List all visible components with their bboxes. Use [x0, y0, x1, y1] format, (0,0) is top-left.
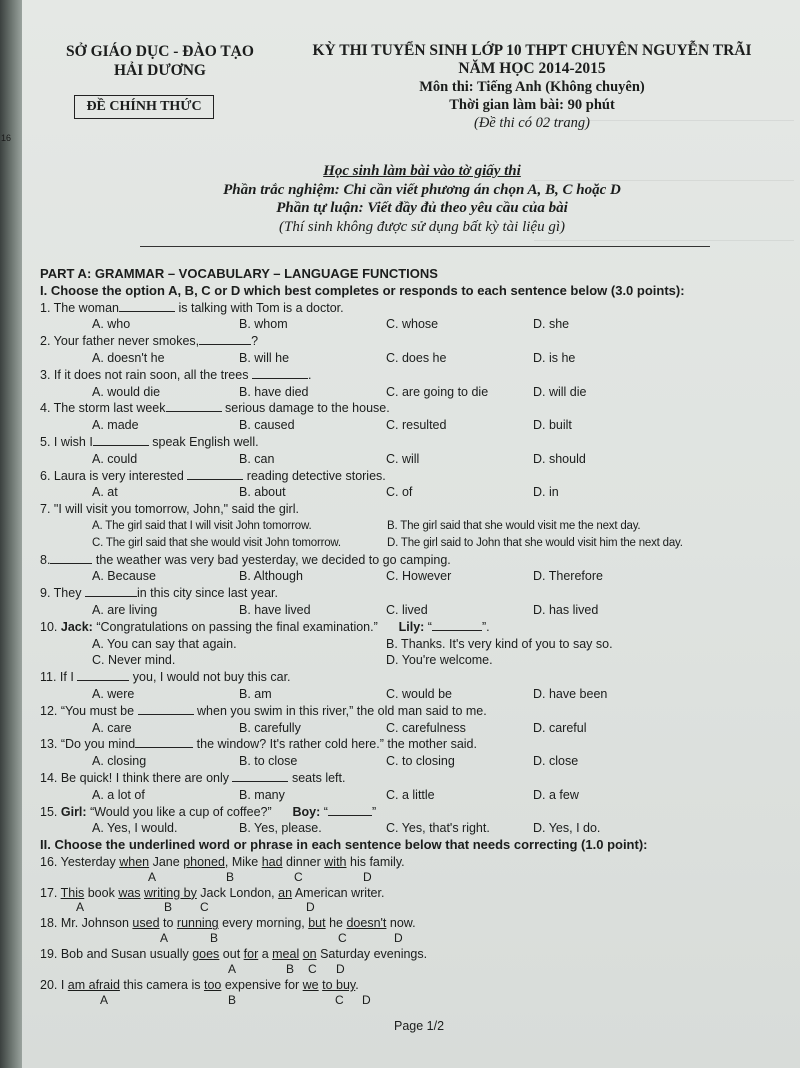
letter-a: A: [160, 931, 169, 946]
sentence-text: .: [355, 978, 359, 993]
option-a: A. closing: [92, 754, 147, 769]
question-2: [40, 333, 790, 350]
department-name: SỞ GIÁO DỤC - ĐÀO TẠO: [66, 43, 254, 60]
speaker-label: Lily:: [398, 619, 425, 634]
option-d: D. built: [533, 418, 572, 433]
option-a: A. are living: [92, 602, 158, 617]
sentence-text: , Mike: [224, 854, 262, 869]
instruction-multiple-choice: Phần trắc nghiệm: Chỉ cần viết phương án chọn A, B, C hoặc D: [223, 181, 621, 198]
option-b: B. many: [239, 787, 285, 802]
sentence-text: 17.: [40, 885, 61, 900]
letter-a: A: [148, 869, 157, 884]
sentence-text: Jack London,: [196, 885, 279, 900]
option-a: A. a lot of: [92, 787, 145, 802]
province-name: HẢI DƯƠNG: [114, 62, 206, 79]
question-16-letters: [40, 871, 790, 885]
answer-blank: [166, 400, 222, 412]
option-b: B. can: [239, 451, 275, 466]
option-a: A. were: [92, 686, 135, 701]
underlined-a: used: [132, 916, 160, 931]
option-a: A. Because: [92, 569, 156, 584]
exam-title: KỲ THI TUYỂN SINH LỚP 10 THPT CHUYÊN NGUYỄN TRÃI: [312, 42, 752, 59]
question-text: 2. Your father never smokes,: [40, 334, 200, 349]
question-text: in this city since last year.: [136, 586, 278, 601]
question-12: [40, 703, 790, 720]
header-divider: [140, 246, 710, 247]
question-text: 11. If I: [40, 670, 74, 685]
question-1-options: [40, 316, 790, 333]
section-1-title: I. Choose the option A, B, C or D which best completes or responds to each sentence below (3.0 points):: [40, 282, 685, 298]
letter-a: A: [76, 900, 85, 915]
option-c: C. lived: [386, 602, 428, 617]
option-d: D. Yes, I do.: [533, 821, 601, 836]
question-text: 13. “Do you mind: [40, 737, 136, 752]
question-text: 12. “You must be: [40, 703, 135, 718]
question-20: [40, 977, 790, 994]
question-6: [40, 468, 790, 485]
answer-blank: [77, 669, 129, 681]
question-3-options: [40, 384, 790, 401]
speaker-label: Girl:: [60, 804, 87, 819]
answer-blank: [432, 619, 482, 631]
option-d: D. in: [533, 485, 559, 500]
question-3: [40, 367, 790, 384]
question-text: the window? It's rather cold here.” the mother said.: [196, 737, 477, 752]
option-b: B. carefully: [239, 720, 301, 735]
exam-page: [22, 0, 800, 1068]
option-b: B. about: [239, 485, 286, 500]
letter-b: B: [164, 900, 173, 915]
letter-d: D: [336, 962, 345, 977]
question-text: speak English well.: [152, 434, 259, 449]
answer-blank: [187, 468, 243, 480]
option-d: D. You're welcome.: [386, 653, 493, 668]
option-b: B. caused: [239, 418, 295, 433]
question-9-options: [40, 602, 790, 619]
option-c: C. resulted: [386, 418, 447, 433]
question-text: the weather was very bad yesterday, we decided to go camping.: [95, 552, 451, 567]
letter-c: C: [294, 869, 303, 884]
option-d: D. careful: [533, 720, 587, 735]
sentence-text: a: [258, 947, 273, 962]
question-text: 14. Be quick! I think there are only: [40, 770, 229, 785]
sentence-text: 19. Bob and Susan usually: [40, 947, 193, 962]
option-a: A. The girl said that I will visit John tomorrow.: [92, 519, 312, 532]
question-text: “Would you like a cup of coffee?”: [90, 804, 272, 819]
question-text: serious damage to the house.: [225, 401, 390, 416]
answer-blank: [252, 367, 308, 379]
question-11-options: [40, 686, 790, 703]
speaker-label: Jack:: [60, 619, 93, 634]
question-17-letters: [40, 901, 790, 915]
option-d: D. a few: [533, 787, 579, 802]
question-20-letters: [40, 994, 790, 1008]
underlined-a: This: [60, 885, 85, 900]
question-text: seats left.: [291, 770, 346, 785]
option-d: D. has lived: [533, 602, 599, 617]
option-c: C. Yes, that's right.: [386, 821, 490, 836]
question-8-options: [40, 568, 790, 585]
sentence-text: American writer.: [292, 885, 385, 900]
option-a: A. care: [92, 720, 132, 735]
answer-blank: [135, 736, 193, 748]
question-1: [40, 300, 790, 317]
question-2-options: [40, 350, 790, 367]
option-c: C. to closing: [386, 754, 455, 769]
option-d: D. close: [533, 754, 579, 769]
question-7: 7. "I will visit you tomorrow, John," said the girl.: [40, 502, 299, 517]
option-c: C. However: [386, 569, 452, 584]
question-11: [40, 669, 790, 686]
sentence-text: now.: [386, 916, 416, 931]
underlined-d: doesn't: [346, 916, 387, 931]
section-2-title: II. Choose the underlined word or phrase in each sentence below that needs correcting (1.0 point):: [40, 837, 648, 853]
option-c: C. are going to die: [386, 384, 489, 399]
department-header: [50, 42, 270, 80]
instruction-writing: Phần tự luận: Viết đầy đủ theo yêu cầu của bài: [276, 200, 568, 216]
option-c: C. a little: [386, 787, 435, 802]
underlined-d: to buy: [322, 978, 356, 993]
question-12-options: [40, 720, 790, 737]
option-d: D. should: [533, 451, 586, 466]
sentence-text: he: [325, 916, 347, 931]
quote-mark: ”: [371, 804, 377, 819]
sentence-text: Saturday evenings.: [316, 947, 428, 962]
underlined-c: meal: [272, 947, 300, 962]
option-b: B. have lived: [239, 602, 311, 617]
underlined-c: but: [308, 916, 326, 931]
question-14: [40, 770, 790, 787]
question-9: [40, 585, 790, 602]
question-text: 3. If it does not rain soon, all the trees: [40, 367, 249, 382]
letter-c: C: [308, 962, 317, 977]
question-15: [40, 804, 790, 821]
question-5: [40, 434, 790, 451]
option-b: B. am: [239, 686, 272, 701]
underlined-a: goes: [192, 947, 220, 962]
option-c: C. would be: [386, 686, 453, 701]
sentence-text: this camera is: [119, 978, 204, 993]
letter-d: D: [362, 992, 371, 1007]
question-6-options: [40, 484, 790, 501]
school-year: NĂM HỌC 2014-2015: [458, 60, 606, 77]
option-d: D. Therefore: [533, 569, 603, 584]
margin-mark: 16: [1, 133, 12, 143]
option-a: A. Yes, I would.: [92, 821, 178, 836]
question-text: ?: [251, 334, 259, 349]
option-d: D. is he: [533, 350, 576, 365]
sentence-text: every morning,: [218, 916, 309, 931]
option-d: D. will die: [533, 384, 587, 399]
option-a: A. would die: [92, 384, 161, 399]
question-19-letters: [40, 963, 790, 977]
sentence-text: dinner: [282, 854, 325, 869]
option-b: B. Yes, please.: [239, 821, 322, 836]
book-binding-edge: [0, 0, 22, 1068]
question-text: when you swim in this river,” the old man said to me.: [197, 703, 487, 718]
question-14-options: [40, 787, 790, 804]
duration: Thời gian làm bài: 90 phút: [449, 97, 615, 113]
underlined-d: an: [278, 885, 293, 900]
answer-blank: [85, 585, 137, 597]
letter-c: C: [335, 992, 344, 1007]
letter-d: D: [394, 931, 403, 946]
sentence-text: out: [219, 947, 244, 962]
underlined-d: on: [302, 947, 317, 962]
question-7-options-ab: [40, 518, 790, 535]
underlined-c: writing by: [144, 885, 197, 900]
option-b: B. Thanks. It's very kind of you to say so.: [386, 636, 613, 651]
answer-blank: [199, 333, 251, 345]
bleed-through-line: [534, 240, 794, 241]
letter-c: C: [338, 931, 347, 946]
option-c: C. does he: [386, 350, 447, 365]
sentence-text: 18. Mr. Johnson: [40, 916, 133, 931]
sentence-text: expensive for: [221, 978, 303, 993]
exam-header: [282, 42, 782, 132]
option-b: B. The girl said that she would visit me the next day.: [387, 519, 641, 532]
option-a: A. made: [92, 418, 139, 433]
option-d: D. she: [533, 317, 570, 332]
instruction-no-materials: (Thí sinh không được sử dụng bất kỳ tài liệu gì): [278, 218, 565, 235]
underlined-c: we: [302, 978, 319, 993]
question-text: is talking with Tom is a doctor.: [178, 300, 344, 315]
question-13-options: [40, 753, 790, 770]
quote-mark: “: [323, 804, 328, 819]
question-10-options-ab: [40, 636, 790, 653]
question-text: 8.: [40, 552, 51, 567]
answer-blank: [93, 434, 149, 446]
option-b: B. have died: [239, 384, 309, 399]
option-a: A. You can say that again.: [92, 636, 237, 651]
underlined-b: too: [203, 978, 222, 993]
question-7-options-cd: [40, 535, 790, 552]
question-5-options: [40, 451, 790, 468]
official-exam-stamp: ĐỀ CHÍNH THỨC: [74, 95, 214, 119]
letter-a: A: [228, 962, 237, 977]
quote-mark: “: [427, 619, 432, 634]
question-number: 15.: [40, 804, 58, 819]
question-4-options: [40, 417, 790, 434]
question-19: [40, 946, 790, 963]
question-text: 4. The storm last week: [40, 401, 166, 416]
quote-mark: ”.: [481, 619, 490, 634]
option-a: A. could: [92, 451, 138, 466]
underlined-b: for: [243, 947, 259, 962]
option-c: C. whose: [386, 317, 439, 332]
question-17: [40, 885, 790, 902]
underlined-b: running: [176, 916, 219, 931]
page-count-note: (Đề thi có 02 trang): [474, 115, 590, 131]
page-number: Page 1/2: [394, 1019, 445, 1033]
answer-blank: [50, 552, 92, 564]
instruction-answer-sheet: Học sinh làm bài vào tờ giấy thi: [323, 163, 521, 179]
answer-blank: [119, 300, 175, 312]
sentence-text: 16. Yesterday: [40, 854, 120, 869]
sentence-text: book: [84, 885, 119, 900]
question-text: 5. I wish I: [40, 434, 93, 449]
subject: Môn thi: Tiếng Anh (Không chuyên): [419, 79, 645, 95]
letter-b: B: [286, 962, 295, 977]
answer-blank: [232, 770, 288, 782]
answer-blank: [138, 703, 194, 715]
question-18: [40, 915, 790, 932]
part-a-title: PART A: GRAMMAR – VOCABULARY – LANGUAGE FUNCTIONS: [40, 266, 438, 281]
underlined-b: was: [118, 885, 141, 900]
instructions: [122, 162, 722, 236]
question-8: [40, 552, 790, 569]
underlined-d: with: [324, 854, 347, 869]
option-c: C. Never mind.: [92, 653, 176, 668]
option-a: A. at: [92, 485, 118, 500]
answer-blank: [328, 804, 372, 816]
option-d: D. have been: [533, 686, 608, 701]
question-text: .: [307, 367, 312, 382]
letter-c: C: [200, 900, 209, 915]
option-b: B. will he: [239, 350, 290, 365]
sentence-text: his family.: [346, 854, 405, 869]
question-text: 1. The woman: [40, 300, 119, 315]
question-18-letters: [40, 932, 790, 946]
letter-b: B: [210, 931, 219, 946]
letter-b: B: [228, 992, 237, 1007]
speaker-label: Boy:: [292, 804, 321, 819]
question-15-options: [40, 820, 790, 837]
underlined-a: am afraid: [67, 978, 120, 993]
option-a: A. doesn't he: [92, 350, 165, 365]
question-text: 9. They: [40, 586, 82, 601]
question-text: 6. Laura is very interested: [40, 468, 184, 483]
question-10-options-cd: [40, 652, 790, 669]
underlined-c: had: [261, 854, 283, 869]
underlined-b: phoned: [183, 854, 225, 869]
question-4: [40, 400, 790, 417]
option-b: B. whom: [239, 317, 288, 332]
option-d: D. The girl said to John that she would visit him the next day.: [387, 536, 683, 549]
option-c: C. carefulness: [386, 720, 466, 735]
letter-b: B: [226, 869, 235, 884]
letter-a: A: [100, 992, 109, 1007]
letter-d: D: [306, 900, 315, 915]
question-10: [40, 619, 790, 636]
question-text: reading detective stories.: [246, 468, 386, 483]
underlined-a: when: [119, 854, 150, 869]
letter-d: D: [363, 869, 372, 884]
option-c: C. of: [386, 485, 413, 500]
question-text: “Congratulations on passing the final examination.”: [96, 619, 378, 634]
option-b: B. to close: [239, 754, 298, 769]
exam-content: [40, 266, 790, 1008]
option-b: B. Although: [239, 569, 303, 584]
option-a: A. who: [92, 317, 131, 332]
option-c: C. will: [386, 451, 420, 466]
sentence-text: to: [159, 916, 177, 931]
question-number: 10.: [40, 619, 58, 634]
question-13: [40, 736, 790, 753]
sentence-text: Jane: [149, 854, 184, 869]
question-text: you, I would not buy this car.: [132, 670, 291, 685]
sentence-text: 20. I: [40, 978, 68, 993]
option-c: C. The girl said that she would visit John tomorrow.: [92, 536, 341, 549]
